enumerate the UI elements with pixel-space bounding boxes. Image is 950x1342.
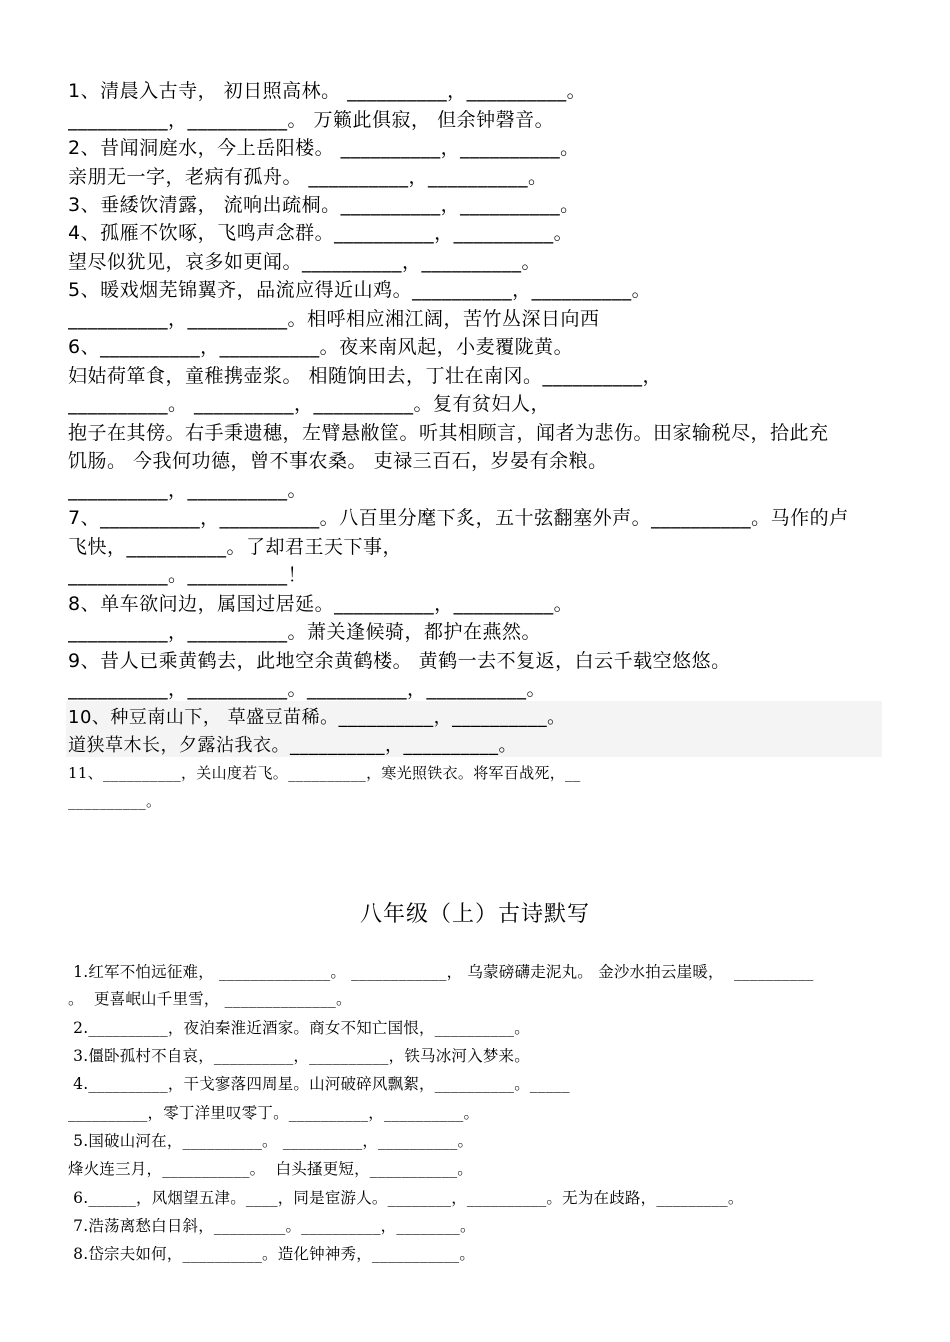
poem-line: __________，__________。相呼相应湘江阔，苦竹丛深日向西	[68, 308, 600, 330]
poem-line: 7、__________，__________。八百里分麾下炙，五十弦翻塞外声。__________。马作的卢	[68, 507, 849, 529]
poem-line: 亲朋无一字，老病有孤舟。 __________，__________。	[68, 166, 548, 188]
poem-line: 7.浩荡离愁白日斜，_________。__________，________。	[68, 1217, 476, 1235]
poem-line: __________，__________。 万籁此俱寂， 但余钟磬音。	[68, 109, 555, 131]
poem-line: __________，__________。__________，__________。	[68, 678, 547, 700]
poem-line-shaded: 10、种豆南山下， 草盛豆苗稀。__________，__________。	[68, 707, 566, 728]
poem-line: 9、昔人已乘黄鹤去，此地空余黄鹤楼。 黄鹤一去不复返，白云千载空悠悠。	[68, 650, 731, 672]
poem-line-small: __________。	[68, 792, 162, 810]
poem-line: 抱子在其傍。右手秉遗穗，左臂悬敝筐。听其相顾言，闻者为悲伤。田家输税尽，拾此充	[68, 422, 829, 444]
poem-line: 妇姑荷箪食，童稚携壶浆。 相随饷田去，丁壮在南冈。__________，	[68, 365, 663, 387]
poem-line: 5.国破山河在，__________。 __________，__________。	[68, 1132, 474, 1150]
poem-line: 5、暖戏烟芜锦翼齐，品流应得近山鸡。__________，__________。	[68, 279, 652, 301]
poem-line: 8、单车欲问边，属国过居延。__________，__________。	[68, 593, 574, 615]
poem-line: __________，零丁洋里叹零丁。__________，__________。	[68, 1104, 480, 1122]
poem-line: 8.岱宗夫如何，__________。造化钟神秀，___________。	[68, 1245, 476, 1263]
poem-line: 1.红军不怕远征难， ______________。 ____________， 乌蒙磅礴走泥丸。 金沙水拍云崖暖， __________	[68, 963, 814, 981]
poem-line: 6.______，风烟望五津。____，同是宦游人。________，__________。无为在歧路，_________。	[68, 1189, 744, 1207]
poem-line: 4、孤雁不饮啄，飞鸣声念群。__________，__________。	[68, 222, 574, 244]
section-title: 八年级（上）古诗默写	[359, 902, 590, 927]
poem-line: 2、昔闻洞庭水，今上岳阳楼。 __________，__________。	[68, 137, 580, 159]
poem-line: 3、垂緌饮清露， 流响出疏桐。__________，__________。	[68, 194, 580, 216]
poem-line: 6、__________，__________。夜来南风起，小麦覆陇黄。	[68, 336, 574, 358]
poem-line: __________，__________。	[68, 479, 308, 501]
poem-line: 1、清晨入古寺， 初日照高林。 __________，__________。	[68, 80, 587, 102]
poem-line: 烽火连三月，___________。 白头搔更短，___________。	[68, 1160, 473, 1178]
poem-line: 饥肠。 今我何功德，曾不事农桑。 吏禄三百石，岁晏有余粮。	[68, 450, 608, 472]
poem-line: 2.__________，夜泊秦淮近酒家。商女不知亡国恨，__________。	[68, 1019, 530, 1037]
poem-line: 飞快，__________。了却君王天下事，	[68, 536, 403, 558]
poem-line: 3.僵卧孤村不自哀，__________，__________，铁马冰河入梦来。	[68, 1047, 530, 1065]
poem-line: 望尽似犹见，哀多如更闻。__________，__________。	[68, 251, 542, 273]
poem-line-shaded: 道狭草木长，夕露沾我衣。__________，__________。	[68, 735, 517, 756]
poem-line: 。 更喜岷山千里雪， ______________。	[68, 990, 352, 1008]
poem-line: __________。__________！	[68, 564, 308, 586]
poem-line-small: 11、__________，关山度若飞。__________，寒光照铁衣。将军百战死，__	[68, 764, 581, 782]
poem-line: 4.__________，干戈寥落四周星。山河破碎风飘絮，__________。_____	[68, 1075, 570, 1093]
poem-line: __________，__________。萧关逢候骑，都护在燕然。	[68, 621, 542, 643]
poem-line: __________。 __________，__________。复有贫妇人，	[68, 393, 551, 415]
